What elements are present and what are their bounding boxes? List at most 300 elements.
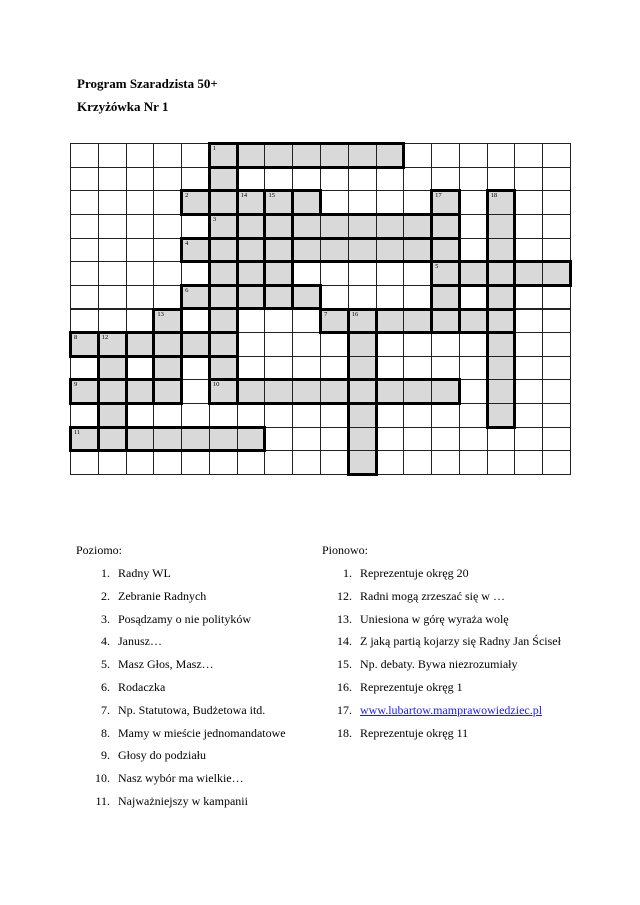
answer-cell[interactable] bbox=[237, 379, 266, 404]
empty-cell bbox=[487, 143, 516, 168]
empty-cell bbox=[181, 379, 210, 404]
clue-item bbox=[88, 657, 214, 672]
clue-number: 9 bbox=[74, 381, 78, 389]
answer-cell[interactable] bbox=[292, 379, 321, 404]
empty-cell bbox=[459, 427, 488, 452]
answer-cell[interactable] bbox=[70, 332, 99, 357]
clue-text: Rodaczka bbox=[118, 680, 166, 694]
answer-cell[interactable] bbox=[264, 190, 293, 215]
answer-cell[interactable] bbox=[487, 379, 516, 404]
empty-cell bbox=[459, 285, 488, 310]
empty-cell bbox=[514, 332, 543, 357]
empty-cell bbox=[542, 332, 571, 357]
answer-cell[interactable] bbox=[209, 309, 238, 334]
empty-cell bbox=[70, 167, 99, 192]
empty-cell bbox=[403, 332, 432, 357]
empty-cell bbox=[264, 309, 293, 334]
answer-cell[interactable] bbox=[348, 214, 377, 239]
clue-number: 10. bbox=[95, 771, 110, 786]
empty-cell bbox=[514, 143, 543, 168]
answer-cell[interactable] bbox=[459, 261, 488, 286]
empty-cell bbox=[181, 167, 210, 192]
empty-cell bbox=[98, 238, 127, 263]
answer-cell[interactable] bbox=[237, 190, 266, 215]
answer-cell[interactable] bbox=[209, 285, 238, 310]
empty-cell bbox=[542, 214, 571, 239]
empty-cell bbox=[237, 167, 266, 192]
clue-number: 1 bbox=[212, 145, 217, 152]
empty-cell bbox=[264, 450, 293, 475]
answer-cell[interactable] bbox=[209, 332, 238, 357]
answer-cell[interactable] bbox=[403, 238, 432, 263]
empty-cell bbox=[70, 143, 99, 168]
empty-cell bbox=[403, 450, 432, 475]
empty-cell bbox=[514, 309, 543, 334]
empty-cell bbox=[459, 356, 488, 381]
clue-text: Np. debaty. Bywa niezrozumiały bbox=[360, 657, 518, 672]
clue-number: 17. bbox=[337, 702, 352, 717]
answer-cell[interactable] bbox=[376, 238, 405, 263]
empty-cell bbox=[126, 261, 155, 286]
answer-cell[interactable] bbox=[403, 309, 432, 334]
empty-cell bbox=[98, 190, 127, 215]
empty-cell bbox=[181, 214, 210, 239]
empty-cell bbox=[487, 450, 516, 475]
empty-cell bbox=[292, 332, 321, 357]
empty-cell bbox=[98, 214, 127, 239]
empty-cell bbox=[514, 403, 543, 428]
answer-cell[interactable] bbox=[264, 214, 293, 239]
empty-cell bbox=[459, 332, 488, 357]
empty-cell bbox=[98, 309, 127, 334]
answer-cell[interactable] bbox=[320, 143, 349, 168]
clue-number: 12 bbox=[101, 334, 109, 342]
answer-cell[interactable] bbox=[209, 427, 238, 452]
clue-item bbox=[330, 612, 509, 627]
empty-cell bbox=[431, 403, 460, 428]
empty-cell bbox=[292, 167, 321, 192]
answer-cell[interactable] bbox=[487, 309, 516, 334]
clue-number: 2 bbox=[185, 192, 189, 200]
empty-cell bbox=[542, 403, 571, 428]
answer-cell[interactable] bbox=[98, 356, 127, 381]
answer-cell[interactable] bbox=[292, 190, 321, 215]
answer-cell[interactable] bbox=[431, 379, 460, 404]
answer-cell[interactable] bbox=[292, 143, 321, 168]
empty-cell bbox=[514, 190, 543, 215]
empty-cell bbox=[376, 332, 405, 357]
clue-number: 6. bbox=[101, 680, 110, 694]
answer-cell[interactable] bbox=[348, 427, 377, 452]
empty-cell bbox=[542, 450, 571, 475]
answer-cell[interactable] bbox=[126, 427, 155, 452]
crossword-title: Krzyżówka Nr 1 bbox=[77, 99, 169, 114]
answer-cell[interactable] bbox=[320, 238, 349, 263]
clue-number: 11 bbox=[74, 428, 81, 436]
answer-cell[interactable] bbox=[348, 143, 377, 168]
clue-text: Masz Głos, Masz… bbox=[118, 657, 214, 672]
answer-cell[interactable] bbox=[181, 238, 210, 263]
down-heading: Pionowo: bbox=[322, 543, 369, 557]
empty-cell bbox=[403, 427, 432, 452]
empty-cell bbox=[153, 403, 182, 428]
answer-cell[interactable] bbox=[153, 332, 182, 357]
empty-cell bbox=[431, 167, 460, 192]
empty-cell bbox=[264, 427, 293, 452]
empty-cell bbox=[292, 427, 321, 452]
answer-cell[interactable] bbox=[348, 379, 377, 404]
answer-cell[interactable] bbox=[320, 379, 349, 404]
clue-item bbox=[330, 726, 468, 741]
answer-cell[interactable] bbox=[209, 190, 238, 215]
clue-text: Np. Statutowa, Budżetowa itd. bbox=[118, 702, 266, 717]
answer-cell[interactable] bbox=[181, 332, 210, 357]
answer-cell[interactable] bbox=[376, 379, 405, 404]
empty-cell bbox=[126, 403, 155, 428]
empty-cell bbox=[98, 261, 127, 286]
answer-cell[interactable] bbox=[264, 261, 293, 286]
clue-number: 3. bbox=[101, 611, 110, 626]
answer-cell[interactable] bbox=[320, 214, 349, 239]
answer-cell[interactable] bbox=[98, 332, 127, 357]
empty-cell bbox=[264, 167, 293, 192]
answer-cell[interactable] bbox=[292, 238, 321, 263]
clue-text: Najważniejszy w kampanii bbox=[118, 794, 248, 808]
answer-cell[interactable] bbox=[153, 379, 182, 404]
clue-item bbox=[88, 748, 206, 763]
answer-cell[interactable] bbox=[348, 238, 377, 263]
empty-cell bbox=[264, 332, 293, 357]
clue-text: Uniesiona w górę wyraża wolę bbox=[360, 611, 509, 626]
answer-cell[interactable] bbox=[431, 309, 460, 334]
answer-cell[interactable] bbox=[264, 379, 293, 404]
empty-cell bbox=[70, 214, 99, 239]
empty-cell bbox=[514, 356, 543, 381]
empty-cell bbox=[514, 450, 543, 475]
empty-cell bbox=[459, 143, 488, 168]
empty-cell bbox=[98, 167, 127, 192]
empty-cell bbox=[320, 167, 349, 192]
answer-cell[interactable] bbox=[487, 332, 516, 357]
clue-item bbox=[88, 794, 248, 809]
empty-cell bbox=[237, 450, 266, 475]
empty-cell bbox=[487, 427, 516, 452]
clue-number: 13 bbox=[157, 310, 164, 318]
clue-number: 16 bbox=[351, 310, 359, 318]
empty-cell bbox=[376, 427, 405, 452]
empty-cell bbox=[320, 356, 349, 381]
empty-cell bbox=[459, 238, 488, 263]
answer-cell[interactable] bbox=[237, 261, 266, 286]
clue-text: Reprezentuje okręg 11 bbox=[360, 725, 469, 740]
clue-text: Zebranie Radnych bbox=[118, 588, 207, 603]
answer-cell[interactable] bbox=[153, 356, 182, 381]
clue-text: Mamy w mieście jednomandatowe bbox=[118, 725, 286, 740]
answer-cell[interactable] bbox=[209, 356, 238, 381]
answer-cell[interactable] bbox=[153, 309, 182, 334]
clue-number: 1. bbox=[101, 566, 110, 580]
empty-cell bbox=[181, 403, 210, 428]
empty-cell bbox=[126, 190, 155, 215]
answer-cell[interactable] bbox=[348, 309, 377, 334]
clue-number: 1. bbox=[343, 566, 352, 580]
empty-cell bbox=[153, 190, 182, 215]
answer-cell[interactable] bbox=[431, 285, 460, 310]
answer-cell[interactable] bbox=[487, 214, 516, 239]
answer-cell[interactable] bbox=[514, 261, 543, 286]
empty-cell bbox=[514, 214, 543, 239]
answer-cell[interactable] bbox=[431, 238, 460, 263]
clue-item bbox=[330, 634, 561, 649]
answer-cell[interactable] bbox=[209, 261, 238, 286]
clue-item bbox=[88, 589, 206, 604]
answer-cell[interactable] bbox=[487, 285, 516, 310]
clue-text: Radni mogą zrzeszać się w … bbox=[360, 588, 505, 603]
answer-cell[interactable] bbox=[126, 332, 155, 357]
empty-cell bbox=[459, 379, 488, 404]
answer-cell[interactable] bbox=[98, 403, 127, 428]
empty-cell bbox=[320, 190, 349, 215]
empty-cell bbox=[514, 379, 543, 404]
empty-cell bbox=[126, 309, 155, 334]
answer-cell[interactable] bbox=[376, 143, 405, 168]
answer-cell[interactable] bbox=[487, 238, 516, 263]
clue-text: Nasz wybór ma wielkie… bbox=[118, 771, 244, 786]
program-title: Program Szaradzista 50+ bbox=[77, 76, 218, 91]
clue-number: 5 bbox=[435, 263, 439, 271]
clue-number: 13. bbox=[337, 611, 352, 626]
clue-number: 3 bbox=[212, 215, 217, 223]
clue-item bbox=[88, 566, 171, 581]
clue-number: 12. bbox=[337, 588, 352, 603]
clue-item bbox=[88, 771, 244, 786]
clue-item bbox=[330, 703, 542, 718]
answer-cell[interactable] bbox=[348, 356, 377, 381]
empty-cell bbox=[514, 427, 543, 452]
answer-cell[interactable] bbox=[209, 238, 238, 263]
empty-cell bbox=[320, 450, 349, 475]
answer-cell[interactable] bbox=[237, 427, 266, 452]
clue-number: 18 bbox=[490, 192, 498, 200]
empty-cell bbox=[431, 427, 460, 452]
clue-number: 4 bbox=[185, 239, 189, 247]
answer-cell[interactable] bbox=[459, 309, 488, 334]
answer-cell[interactable] bbox=[98, 427, 127, 452]
empty-cell bbox=[153, 238, 182, 263]
clue-item bbox=[88, 703, 265, 718]
answer-cell[interactable] bbox=[98, 379, 127, 404]
clue-number: 8. bbox=[101, 725, 110, 740]
empty-cell bbox=[542, 143, 571, 168]
answer-cell[interactable] bbox=[431, 261, 460, 286]
crossword-grid bbox=[70, 143, 570, 474]
answer-cell[interactable] bbox=[209, 379, 238, 404]
empty-cell bbox=[542, 309, 571, 334]
answer-cell[interactable] bbox=[431, 214, 460, 239]
empty-cell bbox=[70, 403, 99, 428]
empty-cell bbox=[70, 309, 99, 334]
empty-cell bbox=[209, 403, 238, 428]
empty-cell bbox=[292, 261, 321, 286]
clue-number: 18. bbox=[337, 725, 352, 740]
empty-cell bbox=[181, 143, 210, 168]
empty-cell bbox=[376, 450, 405, 475]
clue-number: 8 bbox=[74, 334, 78, 342]
answer-cell[interactable] bbox=[403, 214, 432, 239]
answer-cell[interactable] bbox=[264, 285, 293, 310]
answer-cell[interactable] bbox=[348, 332, 377, 357]
empty-cell bbox=[431, 356, 460, 381]
answer-cell[interactable] bbox=[264, 238, 293, 263]
answer-cell[interactable] bbox=[181, 190, 210, 215]
empty-cell bbox=[403, 143, 432, 168]
clue-number: 2. bbox=[101, 588, 110, 603]
empty-cell bbox=[542, 427, 571, 452]
empty-cell bbox=[348, 190, 377, 215]
empty-cell bbox=[153, 214, 182, 239]
answer-cell[interactable] bbox=[181, 285, 210, 310]
empty-cell bbox=[181, 309, 210, 334]
clue-number: 6 bbox=[185, 286, 189, 294]
answer-cell[interactable] bbox=[292, 285, 321, 310]
website-link[interactable]: www.lubartow.mamprawowiedziec.pl bbox=[360, 702, 543, 717]
clue-text: Radny WL bbox=[118, 566, 171, 580]
clue-number: 7 bbox=[324, 310, 328, 318]
clue-item bbox=[88, 726, 286, 741]
answer-cell[interactable] bbox=[181, 427, 210, 452]
empty-cell bbox=[542, 356, 571, 381]
empty-cell bbox=[459, 167, 488, 192]
answer-cell[interactable] bbox=[209, 143, 238, 168]
answer-cell[interactable] bbox=[403, 379, 432, 404]
empty-cell bbox=[98, 143, 127, 168]
answer-cell[interactable] bbox=[237, 214, 266, 239]
empty-cell bbox=[209, 450, 238, 475]
empty-cell bbox=[237, 403, 266, 428]
empty-cell bbox=[237, 356, 266, 381]
answer-cell[interactable] bbox=[376, 214, 405, 239]
clue-number: 7. bbox=[101, 702, 110, 717]
clue-number: 16. bbox=[337, 680, 352, 694]
answer-cell[interactable] bbox=[126, 379, 155, 404]
clue-item bbox=[330, 566, 469, 581]
answer-cell[interactable] bbox=[264, 143, 293, 168]
empty-cell bbox=[126, 143, 155, 168]
answer-cell[interactable] bbox=[542, 261, 571, 286]
empty-cell bbox=[487, 167, 516, 192]
answer-cell[interactable] bbox=[70, 427, 99, 452]
empty-cell bbox=[292, 309, 321, 334]
empty-cell bbox=[542, 285, 571, 310]
answer-cell[interactable] bbox=[487, 356, 516, 381]
empty-cell bbox=[542, 167, 571, 192]
answer-cell[interactable] bbox=[431, 190, 460, 215]
answer-cell[interactable] bbox=[237, 285, 266, 310]
answer-cell[interactable] bbox=[348, 450, 377, 475]
empty-cell bbox=[459, 403, 488, 428]
empty-cell bbox=[70, 238, 99, 263]
clue-text: Z jaką partią kojarzy się Radny Jan Ściseł bbox=[360, 634, 561, 649]
empty-cell bbox=[153, 285, 182, 310]
clue-item bbox=[88, 634, 162, 649]
empty-cell bbox=[264, 356, 293, 381]
clue-number: 17 bbox=[435, 192, 442, 200]
answer-cell[interactable] bbox=[376, 309, 405, 334]
empty-cell bbox=[292, 356, 321, 381]
clue-number: 11. bbox=[95, 794, 110, 808]
empty-cell bbox=[181, 450, 210, 475]
across-heading: Poziomo: bbox=[76, 543, 123, 557]
empty-cell bbox=[153, 167, 182, 192]
empty-cell bbox=[376, 403, 405, 428]
clue-text: Janusz… bbox=[118, 634, 162, 649]
answer-cell[interactable] bbox=[348, 403, 377, 428]
empty-cell bbox=[348, 167, 377, 192]
empty-cell bbox=[542, 190, 571, 215]
empty-cell bbox=[376, 167, 405, 192]
empty-cell bbox=[320, 285, 349, 310]
empty-cell bbox=[320, 403, 349, 428]
clue-number: 10 bbox=[212, 381, 220, 389]
empty-cell bbox=[181, 261, 210, 286]
empty-cell bbox=[376, 356, 405, 381]
empty-cell bbox=[514, 167, 543, 192]
answer-cell[interactable] bbox=[487, 403, 516, 428]
answer-cell[interactable] bbox=[153, 427, 182, 452]
answer-cell[interactable] bbox=[70, 379, 99, 404]
clue-number: 14 bbox=[240, 192, 248, 200]
empty-cell bbox=[514, 285, 543, 310]
clue-text: Posądzamy o nie polityków bbox=[118, 611, 251, 626]
answer-cell[interactable] bbox=[237, 143, 266, 168]
empty-cell bbox=[403, 167, 432, 192]
empty-cell bbox=[376, 261, 405, 286]
answer-cell[interactable] bbox=[487, 190, 516, 215]
empty-cell bbox=[126, 167, 155, 192]
empty-cell bbox=[237, 309, 266, 334]
answer-cell[interactable] bbox=[209, 167, 238, 192]
empty-cell bbox=[431, 143, 460, 168]
empty-cell bbox=[126, 214, 155, 239]
clue-number: 4. bbox=[101, 634, 110, 649]
clue-item bbox=[330, 680, 463, 695]
empty-cell bbox=[98, 450, 127, 475]
clue-item bbox=[330, 657, 518, 672]
answer-cell[interactable] bbox=[292, 214, 321, 239]
empty-cell bbox=[403, 190, 432, 215]
empty-cell bbox=[459, 190, 488, 215]
answer-cell[interactable] bbox=[237, 238, 266, 263]
empty-cell bbox=[181, 356, 210, 381]
empty-cell bbox=[542, 379, 571, 404]
empty-cell bbox=[431, 332, 460, 357]
empty-cell bbox=[320, 332, 349, 357]
answer-cell[interactable] bbox=[320, 309, 349, 334]
empty-cell bbox=[264, 403, 293, 428]
empty-cell bbox=[70, 190, 99, 215]
clue-number: 15. bbox=[337, 657, 352, 672]
empty-cell bbox=[459, 214, 488, 239]
clue-number: 9. bbox=[101, 748, 110, 763]
clue-text: Reprezentuje okręg 20 bbox=[360, 566, 469, 580]
empty-cell bbox=[153, 143, 182, 168]
empty-cell bbox=[126, 238, 155, 263]
empty-cell bbox=[292, 403, 321, 428]
answer-cell[interactable] bbox=[487, 261, 516, 286]
answer-cell[interactable] bbox=[209, 214, 238, 239]
clue-number: 14. bbox=[337, 634, 352, 649]
empty-cell bbox=[348, 285, 377, 310]
